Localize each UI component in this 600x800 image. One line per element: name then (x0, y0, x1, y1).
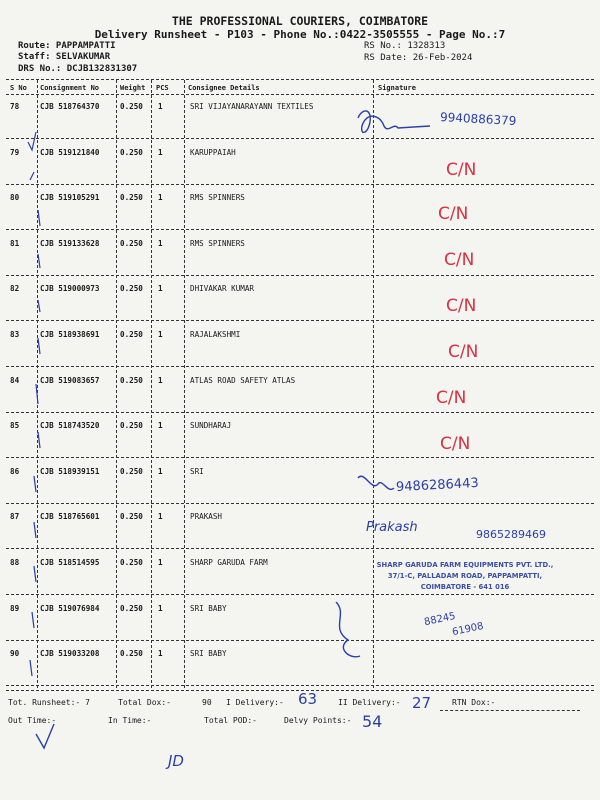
cell-weight: 0.250 (120, 147, 143, 157)
cell-consignment: CJB 519033208 (40, 649, 100, 659)
handwritten-cn: C/N (448, 342, 479, 362)
col-consignee: Consignee Details (188, 84, 260, 92)
cell-weight: 0.250 (120, 284, 143, 294)
cell-consignee: SRI VIJAYANARAYANN TEXTILES (190, 102, 314, 111)
cell-pcs: 1 (158, 284, 163, 294)
cell-consignee: RMS SPINNERS (190, 238, 245, 248)
delvy-points-value: 54 (362, 712, 383, 731)
total-dox-label: Total Dox:- (118, 698, 171, 707)
cell-pcs: 1 (158, 421, 163, 431)
cell-sno: 87 (10, 512, 20, 522)
cell-pcs: 1 (158, 466, 163, 476)
cell-sno: 82 (10, 284, 20, 294)
stamp-line: COIMBATORE - 641 016 (420, 583, 510, 591)
cell-consignment: CJB 518938691 (40, 330, 100, 339)
cell-sno: 81 (10, 238, 20, 248)
cell-pcs: 1 (158, 558, 163, 567)
cell-weight: 0.250 (120, 102, 143, 111)
staff-label: Staff: SELVAKUMAR (18, 52, 111, 62)
cell-sno: 80 (10, 193, 20, 203)
handwritten-cn: C/N (440, 434, 471, 454)
company-stamp (360, 560, 570, 593)
company-title: THE PROFESSIONAL COURIERS, COIMBATORE (171, 14, 429, 28)
cell-pcs: 1 (158, 238, 163, 248)
cell-weight: 0.250 (120, 375, 143, 385)
cell-pcs: 1 (158, 193, 163, 203)
handwritten-number: 88245 (423, 610, 457, 629)
cell-consignment: CJB 519105291 (40, 193, 100, 203)
col-pcs: PCS (156, 84, 169, 92)
cell-sno: 78 (10, 102, 20, 111)
cell-consignee: DHIVAKAR KUMAR (190, 284, 255, 294)
tot-runsheet: Tot. Runsheet:- 7 (8, 698, 90, 707)
handwritten-cn: C/N (436, 388, 467, 408)
col-weight: Weight (120, 84, 146, 92)
cell-pcs: 1 (158, 512, 163, 522)
cell-weight: 0.250 (120, 193, 143, 203)
cell-pcs: 1 (158, 603, 163, 613)
cell-consignment: CJB 518514595 (40, 558, 100, 567)
handwritten-cn: C/N (444, 250, 475, 270)
total-dox-value: 90 (202, 698, 212, 707)
cell-pcs: 1 (158, 375, 163, 385)
cell-sno: 86 (10, 466, 20, 476)
handwritten-number: 61908 (451, 620, 485, 639)
route-label: Route: PAPPAMPATTI (18, 41, 116, 51)
col-consignment: Consignment No (40, 84, 100, 92)
ii-delivery-value: 27 (412, 694, 432, 712)
cell-consignee: SRI (190, 466, 204, 476)
cell-pcs: 1 (158, 147, 163, 157)
handwritten-phone: 9486286443 (395, 475, 480, 496)
cell-sno: 90 (10, 649, 20, 659)
cell-pcs: 1 (158, 102, 163, 111)
cell-consignment: CJB 519083657 (40, 375, 100, 385)
cell-consignment: CJB 519133628 (40, 238, 100, 248)
cell-consignment: CJB 518939151 (40, 466, 100, 476)
cell-sno: 79 (10, 147, 20, 157)
delvy-points-label: Delvy Points:- (284, 716, 352, 725)
cell-consignee: SRI BABY (190, 649, 227, 659)
out-time-label: Out Time:- (8, 716, 57, 725)
cell-consignee: SUNDHARAJ (190, 421, 232, 431)
cell-sno: 85 (10, 421, 20, 431)
cell-weight: 0.250 (120, 558, 143, 567)
cell-weight: 0.250 (120, 649, 143, 659)
handwritten-name: Prakash (366, 520, 418, 535)
handwritten-cn: C/N (446, 160, 477, 180)
cell-weight: 0.250 (120, 421, 143, 431)
stamp-line: 37/1-C, PALLADAM ROAD, PAPPAMPATTI, (387, 572, 543, 580)
handwritten-cn: C/N (446, 296, 477, 316)
ii-delivery-label: II Delivery:- (338, 698, 401, 707)
cell-consignee: KARUPPAIAH (190, 147, 236, 157)
rs-date-label: RS Date: 26-Feb-2024 (364, 53, 473, 63)
cell-sno: 83 (10, 330, 20, 339)
col-signature: Signature (378, 84, 416, 92)
runsheet-title: Delivery Runsheet - P103 - Phone No.:0422-3505555 - Page No.:7 (94, 28, 506, 41)
cell-consignment: CJB 519076984 (40, 603, 100, 613)
cell-consignee: SRI BABY (190, 603, 227, 613)
cell-consignment: CJB 518764370 (40, 102, 100, 111)
cell-sno: 84 (10, 375, 20, 385)
rs-no-label: RS No.: 1328313 (364, 41, 446, 51)
cell-consignee: ATLAS ROAD SAFETY ATLAS (190, 375, 296, 385)
drs-label: DRS No.: DCJB132831307 (18, 64, 138, 74)
cell-weight: 0.250 (120, 603, 143, 613)
cell-weight: 0.250 (120, 512, 143, 522)
cell-sno: 88 (10, 558, 20, 567)
stamp-line: SHARP GARUDA FARM EQUIPMENTS PVT. LTD., (376, 561, 554, 569)
cell-consignment: CJB 518743520 (40, 421, 100, 431)
cell-consignee: RMS SPINNERS (190, 193, 245, 203)
handwritten-initials: JD (168, 752, 184, 770)
handwritten-cn: C/N (438, 204, 469, 224)
cell-consignment: CJB 519121840 (40, 147, 100, 157)
cell-consignee: SHARP GARUDA FARM (190, 558, 268, 567)
handwritten-phone: 9940886379 (439, 110, 517, 128)
cell-weight: 0.250 (120, 466, 143, 476)
handwritten-phone: 9865289469 (476, 528, 546, 541)
cell-sno: 89 (10, 603, 20, 613)
cell-consignee: RAJALAKSHMI (190, 330, 241, 339)
divider (440, 710, 580, 711)
in-time-label: In Time:- (108, 716, 152, 725)
cell-weight: 0.250 (120, 238, 143, 248)
cell-consignment: CJB 519000973 (40, 284, 100, 294)
col-sno: S No (10, 84, 27, 92)
i-delivery-label: I Delivery:- (226, 698, 284, 707)
cell-consignee: PRAKASH (190, 512, 223, 522)
total-pod-label: Total POD:- (204, 716, 257, 725)
cell-consignment: CJB 518765601 (40, 512, 100, 522)
i-delivery-value: 63 (298, 690, 318, 708)
cell-pcs: 1 (158, 330, 163, 339)
rtn-dox-label: RTN Dox:- (452, 698, 496, 707)
cell-pcs: 1 (158, 649, 163, 659)
cell-weight: 0.250 (120, 330, 143, 339)
